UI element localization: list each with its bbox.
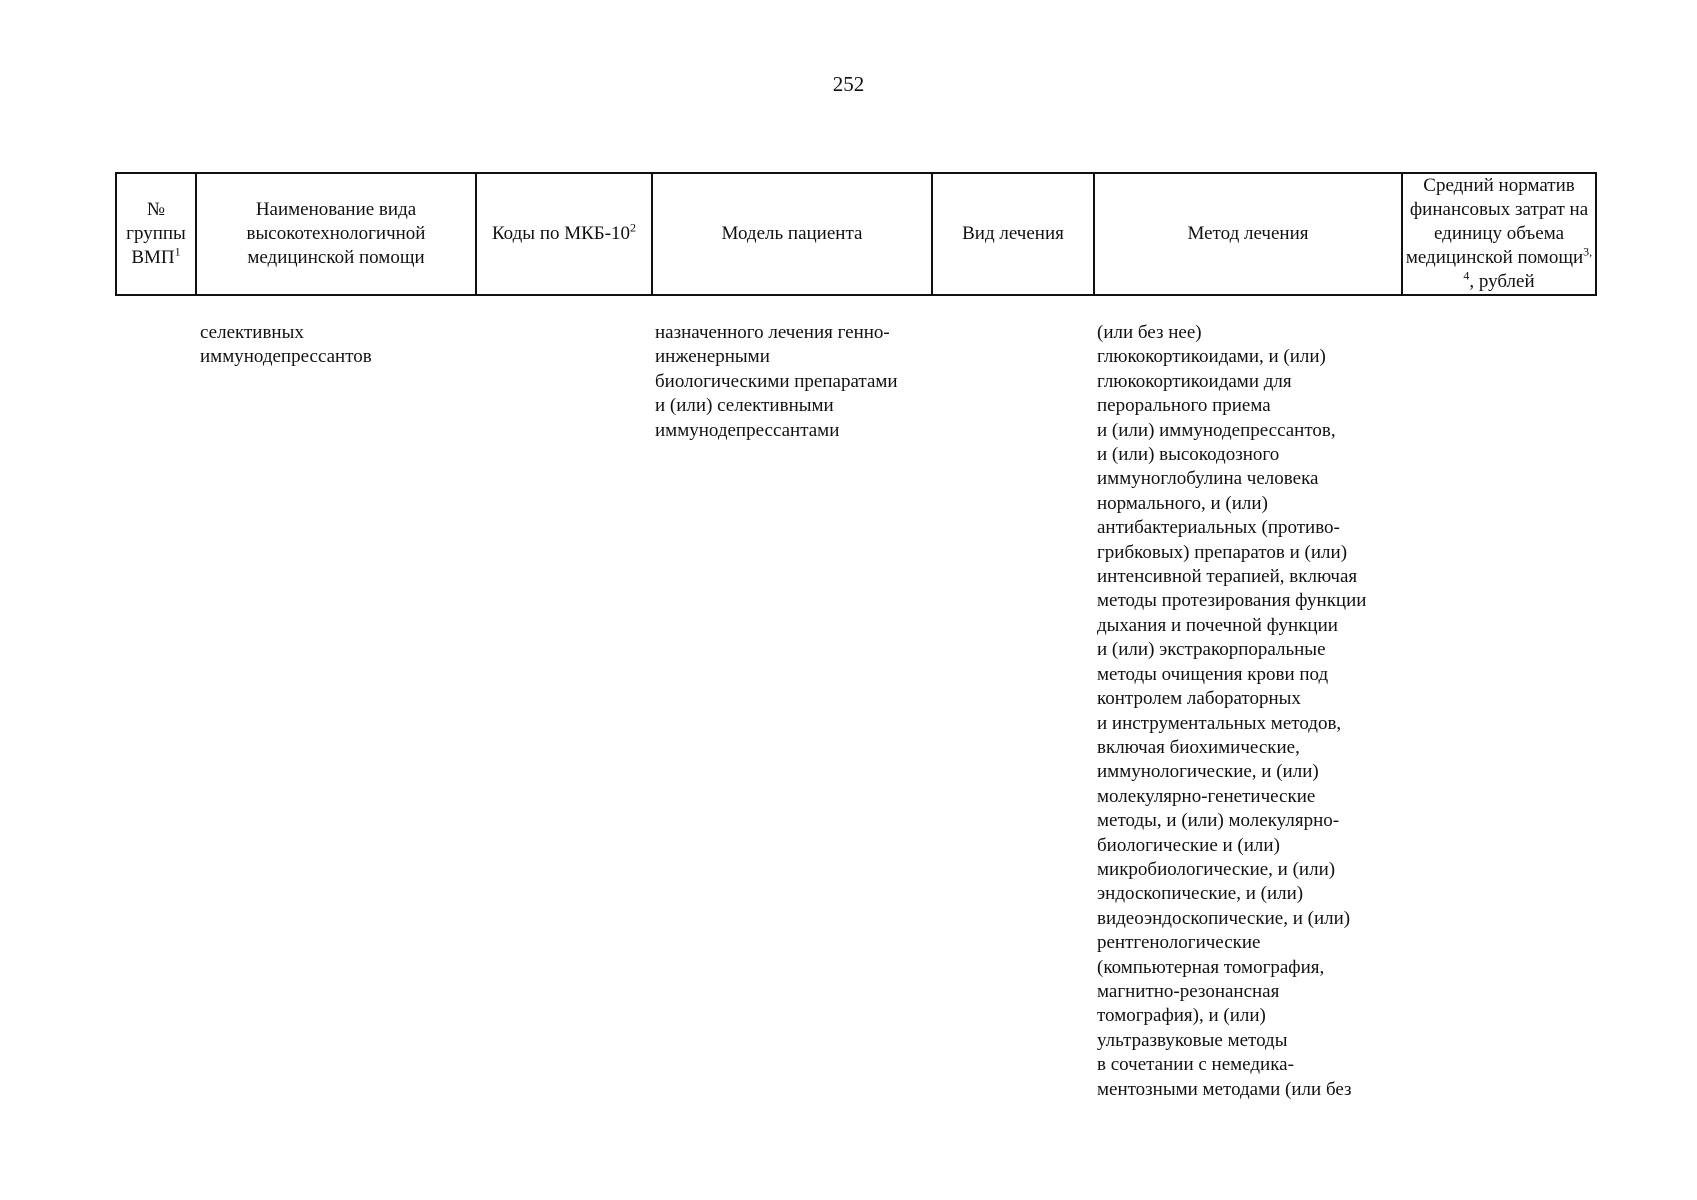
- header-group-number: [116, 173, 196, 295]
- header-vmp-name: Наименование вида высокотехнологичной медицинской помощи: [196, 173, 476, 295]
- header-icd-codes-text: Коды по МКБ-10: [491, 223, 631, 244]
- footnote-marker-1: 1: [174, 244, 181, 259]
- header-financial-norm: [1402, 173, 1596, 295]
- footnote-marker-2: 2: [630, 220, 637, 235]
- header-icd-codes: [476, 173, 652, 295]
- header-row: [116, 173, 1596, 295]
- vmp-name-cell: селективных иммунодепрессантов: [200, 322, 372, 368]
- header-treatment-type: Вид лечения: [932, 173, 1094, 295]
- header-financial-norm-unit: , рублей: [1469, 271, 1535, 292]
- table-header: [115, 172, 1597, 296]
- header-financial-norm-text: Средний норматив финансовых затрат на единицу объема медицинской помощи: [1405, 175, 1589, 268]
- header-treatment-method: Метод лечения: [1094, 173, 1402, 295]
- footnote-marker-3-4: 3, 4: [1463, 244, 1593, 283]
- patient-model-cell: назначенного лечения генно- инженерными биологическими препаратами и (или) селективными иммунодепрессантами: [655, 322, 898, 441]
- treatment-method-cell: (или без нее) глюкокортикоидами, и (или) глюкокортикоидами для перорального приема и (или) иммунодепрессантов, и (или) высокодозного иммуноглобулина человека нормального, и (или) антибактериальных (противо- грибковых) препаратов и (или) интенсивной терапией, включая методы протезирования функции дыхания и почечной функции и (или) экстракорпоральные методы очищения крови под контролем лабораторных и инструментальных методов, включая биохимические, иммунологические, и (или) молекулярно-генетические методы, и (или) молекулярно- биологические и (или) микробиологические, и (или) эндоскопические, и (или) видеоэндоскопические, и (или) рентгенологические (компьютерная томография, магнитно-резонансная томография), и (или) ультразвуковые методы в сочетании с немедика- ментозными методами (или без: [1097, 322, 1367, 1100]
- page-number: 252: [832, 72, 865, 96]
- header-group-number-text: № группы ВМП: [126, 199, 186, 268]
- header-patient-model: Модель пациента: [652, 173, 932, 295]
